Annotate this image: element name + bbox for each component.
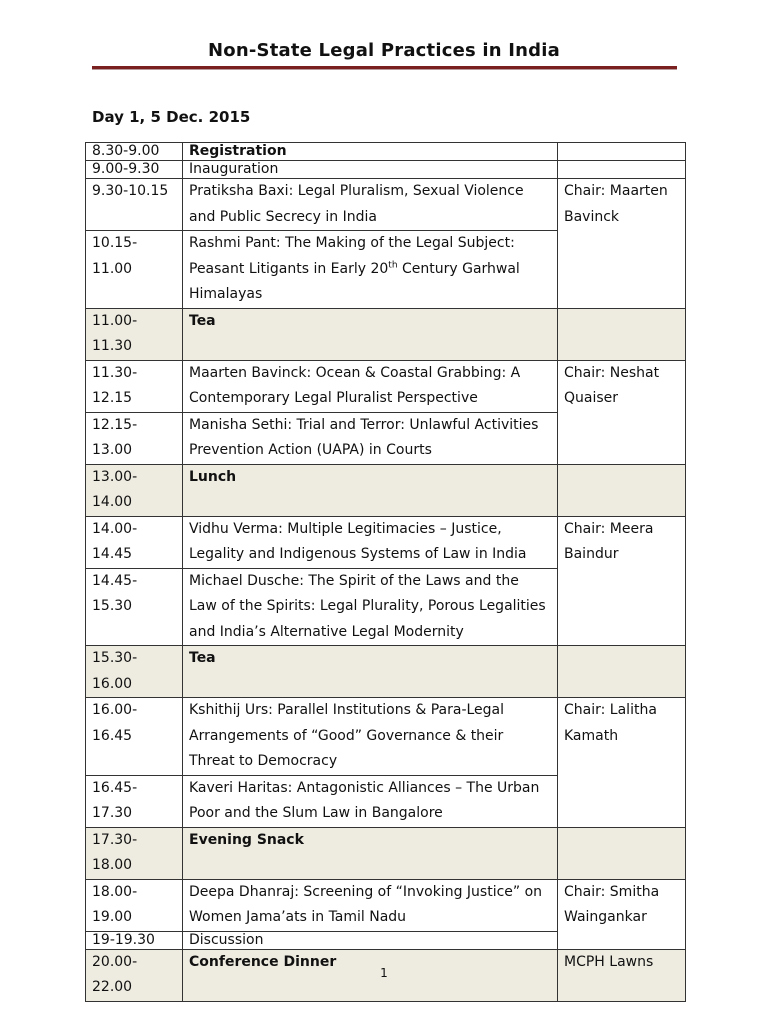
chair-cell: Chair: Meera Baindur bbox=[558, 516, 686, 646]
schedule-row bbox=[86, 827, 686, 879]
session-cell: Kshithij Urs: Parallel Institutions & Para-Legal Arrangements of “Good” Governance & their Threat to Democracy bbox=[183, 698, 558, 776]
session-cell: Lunch bbox=[183, 464, 558, 516]
session-cell: Deepa Dhanraj: Screening of “Invoking Justice” on Women Jama’ats in Tamil Nadu bbox=[183, 879, 558, 931]
session-cell: Manisha Sethi: Trial and Terror: Unlawful Activities Prevention Action (UAPA) in Courts bbox=[183, 412, 558, 464]
time-cell: 8.30-9.00 bbox=[86, 143, 183, 161]
time-cell: 19-19.30 bbox=[86, 931, 183, 949]
schedule-row bbox=[86, 143, 686, 161]
session-cell: Tea bbox=[183, 646, 558, 698]
time-cell: 9.30-10.15 bbox=[86, 179, 183, 231]
session-text: Century Garhwal Himalayas bbox=[189, 260, 520, 302]
schedule-row bbox=[86, 360, 686, 412]
time-cell: 10.15-11.00 bbox=[86, 231, 183, 309]
session-cell: Michael Dusche: The Spirit of the Laws and the Law of the Spirits: Legal Plurality, Porous Legalities and India’s Alternative Legal Modernity bbox=[183, 568, 558, 646]
time-cell: 14.00-14.45 bbox=[86, 516, 183, 568]
schedule-row bbox=[86, 161, 686, 179]
session-cell: Kaveri Haritas: Antagonistic Alliances – The Urban Poor and the Slum Law in Bangalore bbox=[183, 775, 558, 827]
chair-cell: Chair: Neshat Quaiser bbox=[558, 360, 686, 464]
chair-cell bbox=[558, 646, 686, 698]
time-cell: 14.45-15.30 bbox=[86, 568, 183, 646]
session-cell: Inauguration bbox=[183, 161, 558, 179]
session-cell: Registration bbox=[183, 143, 558, 161]
title-divider bbox=[92, 66, 677, 70]
time-cell: 11.30-12.15 bbox=[86, 360, 183, 412]
chair-cell bbox=[558, 161, 686, 179]
session-cell: Pratiksha Baxi: Legal Pluralism, Sexual Violence and Public Secrecy in India bbox=[183, 179, 558, 231]
session-cell: Tea bbox=[183, 308, 558, 360]
time-cell: 12.15-13.00 bbox=[86, 412, 183, 464]
schedule-row bbox=[86, 464, 686, 516]
session-cell bbox=[183, 231, 558, 309]
schedule-row bbox=[86, 698, 686, 776]
time-cell: 15.30-16.00 bbox=[86, 646, 183, 698]
schedule-row bbox=[86, 516, 686, 568]
time-cell: 9.00-9.30 bbox=[86, 161, 183, 179]
time-cell: 20.00-22.00 bbox=[86, 949, 183, 1001]
time-cell: 11.00-11.30 bbox=[86, 308, 183, 360]
schedule-table bbox=[85, 142, 686, 1002]
schedule-row bbox=[86, 646, 686, 698]
time-cell: 13.00-14.00 bbox=[86, 464, 183, 516]
time-cell: 16.45-17.30 bbox=[86, 775, 183, 827]
session-text: Rashmi Pant: The Making of the Legal Subject: Peasant Litigants in Early 20 bbox=[189, 235, 515, 277]
session-cell: Discussion bbox=[183, 931, 558, 949]
session-cell: Evening Snack bbox=[183, 827, 558, 879]
day-heading: Day 1, 5 Dec. 2015 bbox=[92, 108, 251, 126]
chair-cell: Chair: Maarten Bavinck bbox=[558, 179, 686, 309]
chair-cell bbox=[558, 143, 686, 161]
page-number: 1 bbox=[380, 966, 388, 980]
schedule-row bbox=[86, 308, 686, 360]
chair-cell bbox=[558, 464, 686, 516]
time-cell: 17.30-18.00 bbox=[86, 827, 183, 879]
chair-cell: Chair: Lalitha Kamath bbox=[558, 698, 686, 828]
ordinal-suffix: th bbox=[388, 259, 398, 270]
session-cell: Maarten Bavinck: Ocean & Coastal Grabbing: A Contemporary Legal Pluralist Perspective bbox=[183, 360, 558, 412]
chair-cell bbox=[558, 308, 686, 360]
chair-cell: Chair: Smitha Waingankar bbox=[558, 879, 686, 949]
time-cell: 18.00-19.00 bbox=[86, 879, 183, 931]
schedule-row bbox=[86, 879, 686, 931]
session-cell: Vidhu Verma: Multiple Legitimacies – Justice, Legality and Indigenous Systems of Law in India bbox=[183, 516, 558, 568]
page-title: Non-State Legal Practices in India bbox=[208, 40, 560, 61]
chair-cell bbox=[558, 827, 686, 879]
time-cell: 16.00-16.45 bbox=[86, 698, 183, 776]
chair-cell: MCPH Lawns bbox=[558, 949, 686, 1001]
session-cell: Conference Dinner bbox=[183, 949, 558, 1001]
schedule-row bbox=[86, 179, 686, 231]
